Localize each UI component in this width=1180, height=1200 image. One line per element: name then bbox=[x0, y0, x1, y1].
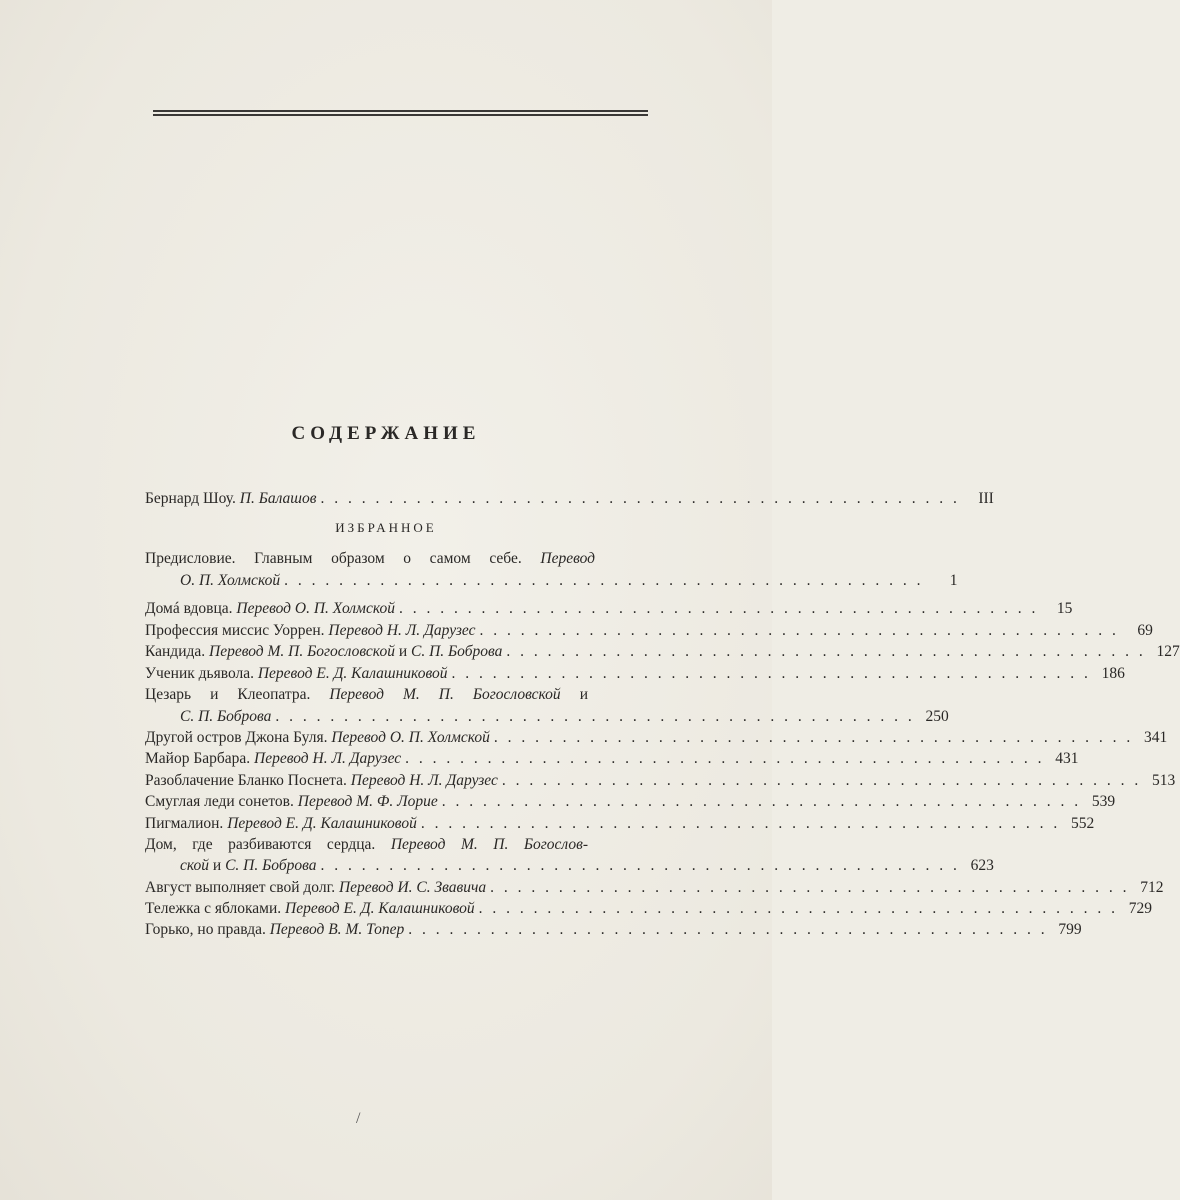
entry-title: Бернард Шоу. bbox=[145, 490, 236, 507]
entry-translator: Перевод О. П. Холмской bbox=[331, 729, 490, 746]
entry-translator: Перевод Е. Д. Калашниковой bbox=[285, 900, 475, 917]
entry-translator: Перевод Н. Л. Дарузес bbox=[328, 622, 476, 639]
decorative-rule bbox=[153, 110, 648, 116]
page-number: 69 bbox=[1137, 622, 1153, 639]
toc-entry bbox=[145, 488, 994, 509]
entry-title: Тележка с яблоками. bbox=[145, 900, 282, 917]
entry-title: Дом, где разбиваются сердца. bbox=[145, 836, 376, 853]
entry-translator: Перевод М. П. Богословской bbox=[329, 686, 561, 703]
leader-dots: . . . . . . . . . . . . . . . . . . . . . . . . . . . . . . . . . . . . . . . . . . . . . . . bbox=[284, 572, 924, 589]
page-number: 799 bbox=[1058, 921, 1082, 938]
leader-dots: . . . . . . . . . . . . . . . . . . . . . . . . . . . . . . . . . . . . . . . . . . . . . . . bbox=[479, 622, 1119, 639]
toc-entry bbox=[145, 770, 1176, 791]
entry-title: Домá вдовца. bbox=[145, 600, 233, 617]
page-number: 539 bbox=[1091, 793, 1116, 810]
toc-entry bbox=[145, 598, 1073, 619]
toc-entry-continuation bbox=[180, 855, 994, 876]
leader-dots: . . . . . . . . . . . . . . . . . . . . . . . . . . . . . . . . . . . . . . . . . . . . . . . bbox=[451, 665, 1091, 682]
leader-dots: . . . . . . . . . . . . . . . . . . . . . . . . . . . . . . . . . . . . . . . . . . . . . . . bbox=[420, 815, 1061, 832]
entry-translator: Перевод Н. Л. Дарузес bbox=[350, 772, 498, 789]
page-number: 15 bbox=[1056, 600, 1073, 617]
entry-conjunction: и bbox=[212, 857, 222, 874]
entry-title: Ученик дьявола. bbox=[145, 665, 254, 682]
entry-translator: Перевод Е. Д. Калашниковой bbox=[227, 815, 417, 832]
toc-entry bbox=[145, 898, 1153, 919]
toc-entry bbox=[145, 663, 1125, 684]
toc-entry bbox=[145, 641, 1180, 662]
toc-entry bbox=[145, 791, 1116, 812]
page-number: 729 bbox=[1128, 900, 1153, 917]
entry-translator: Перевод М. П. Богослов- bbox=[390, 836, 588, 853]
entry-title: Горько, но правда. bbox=[145, 921, 266, 938]
toc-entry bbox=[145, 727, 1168, 748]
entry-title: Кандида. bbox=[145, 643, 206, 660]
page-number: 431 bbox=[1055, 750, 1079, 767]
entry-title: Август выполняет свой долг. bbox=[145, 879, 336, 896]
printer-mark: / bbox=[356, 1110, 361, 1127]
entry-translator: Перевод М. Ф. Лорие bbox=[297, 793, 438, 810]
entry-translator: Перевод О. П. Холмской bbox=[236, 600, 395, 617]
entry-title: Цезарь и Клеопатра. bbox=[145, 686, 311, 703]
entry-translator-label: Перевод bbox=[540, 550, 596, 567]
leader-dots: . . . . . . . . . . . . . . . . . . . . . . . . . . . . . . . . . . . . . . . . . . . . . . . bbox=[408, 921, 1048, 938]
entry-title: Пигмалион. bbox=[145, 815, 224, 832]
leader-dots: . . . . . . . . . . . . . . . . . . . . . . . . . . . . . . . . . . . . . . . . . . . . . . . bbox=[405, 750, 1045, 767]
page-number: 1 bbox=[949, 572, 958, 589]
leader-dots: . . . . . . . . . . . . . . . . . . . . . . . . . . . . . . . . . . . . . . . . . . . . . . . bbox=[320, 857, 960, 874]
page-number: 623 bbox=[970, 857, 994, 874]
section-heading: ИЗБРАННОЕ bbox=[335, 520, 437, 535]
toc-entry bbox=[145, 834, 588, 855]
entry-translator: Перевод Н. Л. Дарузес bbox=[254, 750, 402, 767]
entry-title: Разоблачение Бланко Поснета. bbox=[145, 772, 347, 789]
entry-title: Майор Барбара. bbox=[145, 750, 251, 767]
toc-entry bbox=[145, 877, 1164, 898]
entry-translator: Перевод И. С. Звавича bbox=[338, 879, 487, 896]
leader-dots: . . . . . . . . . . . . . . . . . . . . . . . . . . . . . . . . . . . . . . . . . . . . . . . bbox=[506, 643, 1146, 660]
leader-dots: . . . . . . . . . . . . . . . . . . . . . . . . . . . . . . . . . . . . . . . . . . . . . . . bbox=[275, 708, 915, 725]
page-number: 513 bbox=[1152, 772, 1176, 789]
leader-dots: . . . . . . . . . . . . . . . . . . . . . . . . . . . . . . . . . . . . . . . . . . . . . . . bbox=[490, 879, 1130, 896]
leader-dots: . . . . . . . . . . . . . . . . . . . . . . . . . . . . . . . . . . . . . . . . . . . . . . . bbox=[441, 793, 1082, 810]
toc-entry-continuation bbox=[180, 570, 958, 591]
entry-translator-2: С. П. Боброва bbox=[225, 857, 317, 874]
entry-conjunction: и bbox=[579, 686, 588, 703]
page-number: 341 bbox=[1144, 729, 1168, 746]
entry-title: Другой остров Джона Буля. bbox=[145, 729, 328, 746]
entry-title: Предисловие. Главным образом о самом себе. bbox=[145, 550, 522, 567]
leader-dots: . . . . . . . . . . . . . . . . . . . . . . . . . . . . . . . . . . . . . . . . . . . . . . . bbox=[478, 900, 1119, 917]
toc-entry bbox=[145, 620, 1153, 641]
toc-entry bbox=[145, 748, 1079, 769]
toc-entry-continuation bbox=[180, 706, 949, 727]
entry-translator: П. Балашов bbox=[239, 490, 317, 507]
page-number: 552 bbox=[1070, 815, 1095, 832]
entry-translator: Перевод В. М. Топер bbox=[269, 921, 405, 938]
entry-title: Профессия миссис Уоррен. bbox=[145, 622, 325, 639]
entry-translator: О. П. Холмской bbox=[180, 572, 281, 589]
entry-translator: Перевод М. П. Богословской bbox=[209, 643, 395, 660]
leader-dots: . . . . . . . . . . . . . . . . . . . . . . . . . . . . . . . . . . . . . . . . . . . . . . . bbox=[320, 490, 960, 507]
toc-entry bbox=[145, 548, 595, 569]
toc-entry bbox=[145, 813, 1095, 834]
entry-conjunction: и bbox=[398, 643, 408, 660]
page-number: 127 bbox=[1156, 643, 1180, 660]
entry-translator-2: С. П. Боброва bbox=[180, 708, 272, 725]
leader-dots: . . . . . . . . . . . . . . . . . . . . . . . . . . . . . . . . . . . . . . . . . . . . . . . bbox=[399, 600, 1039, 617]
entry-translator-cont: ской bbox=[180, 857, 210, 874]
page-number: 186 bbox=[1101, 665, 1125, 682]
page-title: СОДЕРЖАНИЕ bbox=[291, 423, 481, 444]
toc-entry bbox=[145, 919, 1082, 940]
page-number: 712 bbox=[1140, 879, 1164, 896]
page-number: 250 bbox=[925, 708, 949, 725]
leader-dots: . . . . . . . . . . . . . . . . . . . . . . . . . . . . . . . . . . . . . . . . . . . . . . . bbox=[493, 729, 1134, 746]
entry-title: Смуглая леди сонетов. bbox=[145, 793, 294, 810]
page-number: III bbox=[978, 490, 994, 507]
entry-translator-2: С. П. Боброва bbox=[411, 643, 503, 660]
toc-entry bbox=[145, 684, 588, 705]
leader-dots: . . . . . . . . . . . . . . . . . . . . . . . . . . . . . . . . . . . . . . . . . . . . . . . bbox=[501, 772, 1142, 789]
entry-translator: Перевод Е. Д. Калашниковой bbox=[257, 665, 448, 682]
